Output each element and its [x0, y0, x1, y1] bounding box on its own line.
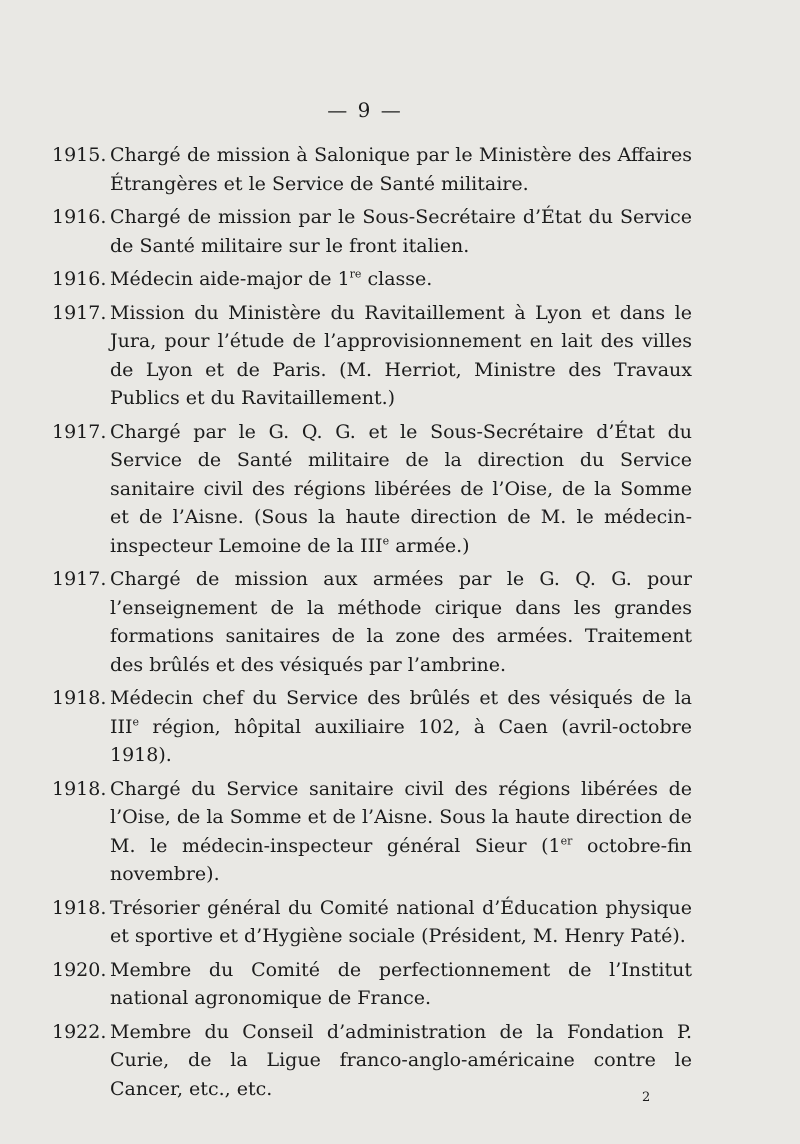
entry-text: Membre du Comité de perfectionnement de l’Institut national agronomique de France. [110, 958, 692, 1009]
entry-text: Médecin chef du Service des brûlés et des vésiqués de la IIIe région, hôpital auxiliaire 102, à Caen (avril-octobre 1918). [110, 687, 692, 766]
entry-text: Chargé par le G. Q. G. et le Sous-Secrétaire d’État du Service de Santé militaire de la direction du Service sanitaire civil des régions libérées de l’Oise, de la Somme et de l’Aisne. (Sous la haute direction de M. le médecin-inspecteur Lemoine de la IIIe armée.) [110, 420, 692, 557]
list-item [52, 299, 692, 413]
entry-list [52, 141, 692, 1108]
superscript: er [560, 834, 573, 848]
entry-year: 1918. [52, 687, 107, 709]
entry-text: Trésorier général du Comité national d’Éducation physique et sportive et d’Hygiène sociale (Président, M. Henry Paté). [110, 896, 692, 947]
superscript: re [349, 267, 362, 281]
entry-year: 1917. [52, 301, 107, 324]
superscript: e [382, 534, 390, 548]
list-item [52, 418, 692, 561]
entry-year: 1917. [52, 568, 107, 590]
list-item [52, 894, 692, 951]
entry-year: 1918. [52, 777, 107, 800]
entry-year: 1918. [52, 896, 107, 919]
entry-year: 1920. [52, 958, 107, 981]
entry-text: Chargé de mission par le Sous-Secrétaire d’État du Service de Santé militaire sur le front italien. [110, 206, 692, 257]
page-number: — 9 — [327, 98, 403, 122]
entry-year: 1916. [52, 206, 107, 228]
entry-text: Membre du Conseil d’administration de la Fondation P. Curie, de la Ligue franco-anglo-américaine contre le Cancer, etc., etc. [110, 1020, 692, 1100]
entry-year: 1915. [52, 144, 107, 166]
entry-year: 1922. [52, 1020, 107, 1043]
list-item [52, 956, 692, 1013]
list-item [52, 203, 692, 260]
superscript: e [132, 715, 140, 729]
entry-text: Chargé de mission aux armées par le G. Q. G. pour l’enseignement de la méthode cirique dans les grandes formations sanitaires de la zone des armées. Traitement des brûlés et des vésiqués par l’ambrine. [110, 568, 692, 676]
entry-year: 1916. [52, 268, 107, 290]
entry-text: Chargé du Service sanitaire civil des régions libérées de l’Oise, de la Somme et de l’Aisne. Sous la haute direction de M. le médecin-inspecteur général Sieur (1er octobre-fin novembre). [110, 777, 692, 885]
list-item [52, 775, 692, 889]
list-item [52, 265, 692, 294]
list-item [52, 684, 692, 770]
entry-year: 1917. [52, 420, 107, 443]
entry-text: Mission du Ministère du Ravitaillement à Lyon et dans le Jura, pour l’étude de l’approvisionnement en lait des villes de Lyon et de Paris. (M. Herriot, Ministre des Travaux Publics et du Ravitaillement.) [110, 301, 692, 409]
entry-text: Chargé de mission à Salonique par le Ministère des Affaires Étrangères et le Service de Santé militaire. [110, 144, 692, 195]
signature-mark: 2 [642, 1090, 651, 1105]
list-item [52, 141, 692, 198]
list-item [52, 565, 692, 679]
entry-text: Médecin aide-major de 1re classe. [110, 267, 433, 290]
list-item [52, 1018, 692, 1104]
